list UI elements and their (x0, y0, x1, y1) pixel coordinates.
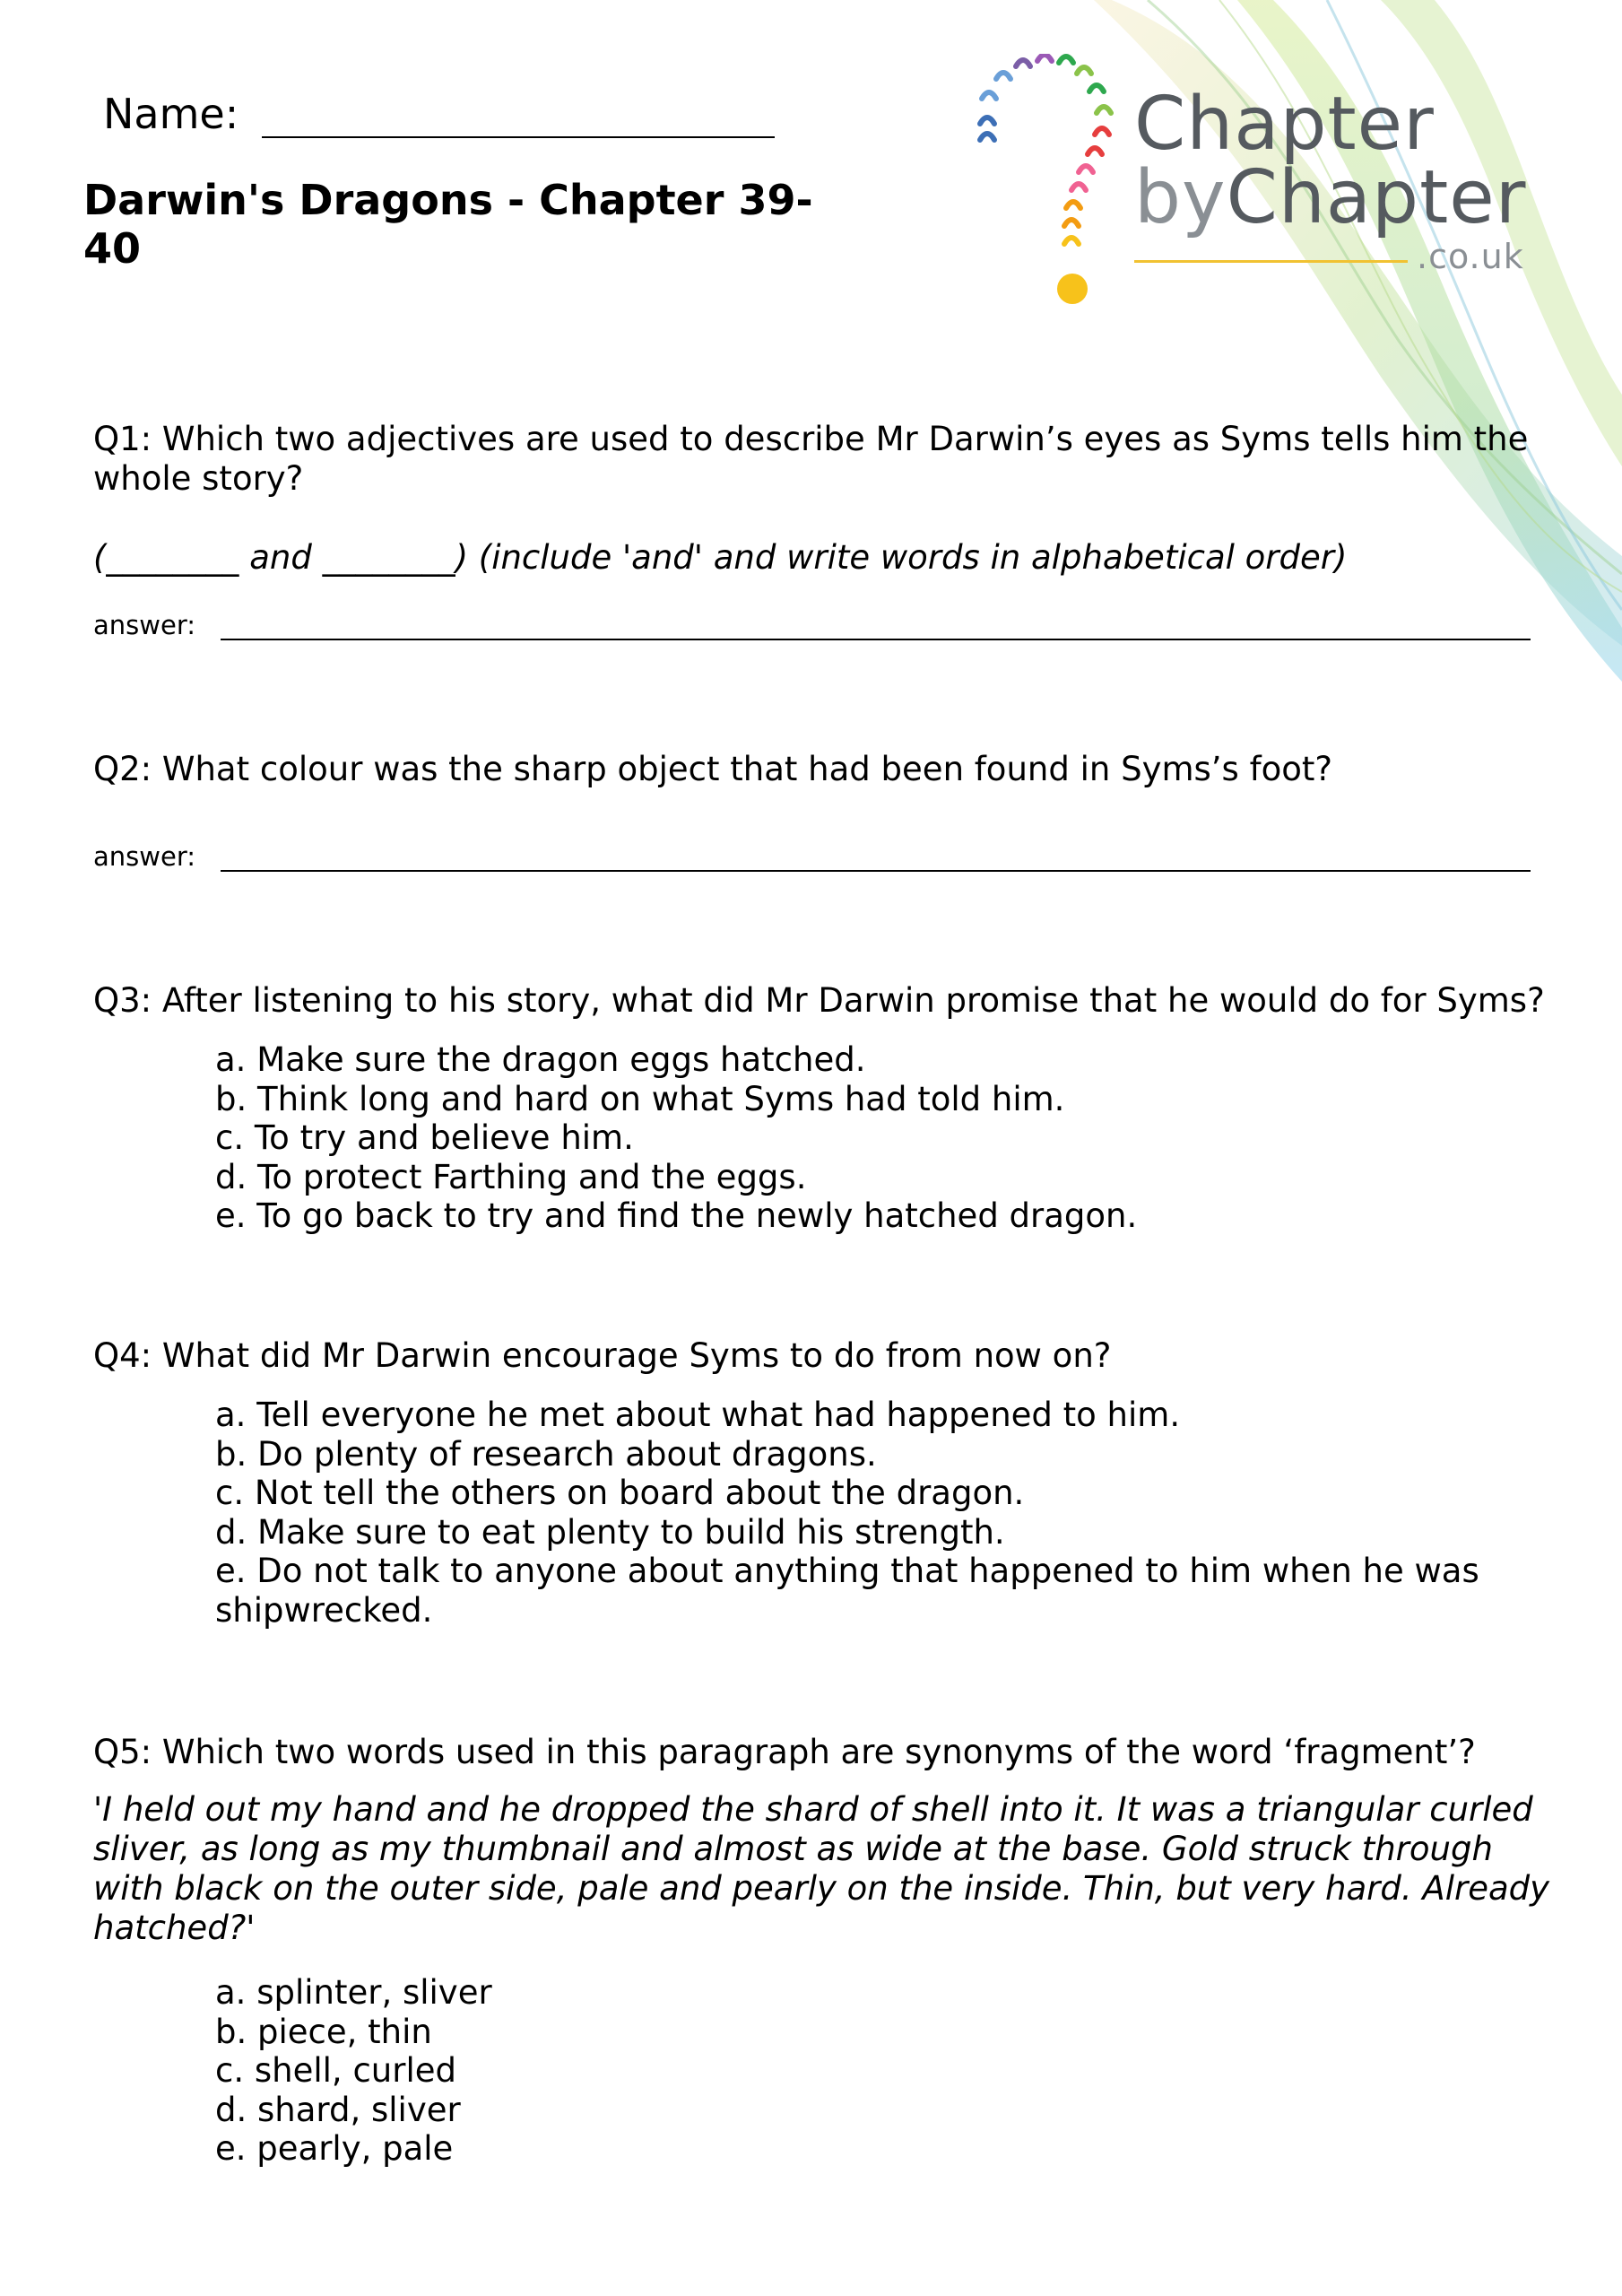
q2-answer-line[interactable] (221, 843, 1531, 872)
q5-option-d[interactable]: d. shard, sliver (215, 2090, 461, 2129)
q2-answer-row (93, 841, 1531, 872)
logo-rule (1134, 260, 1408, 263)
q4-option-b[interactable]: b. Do plenty of research about dragons. (215, 1434, 877, 1474)
q4-options (215, 1396, 1542, 1630)
q1-text: Q1: Which two adjectives are used to describe Mr Darwin’s eyes as Syms tells him the whole story? (93, 420, 1529, 498)
logo-chapter: Chapter (1226, 155, 1527, 240)
q5-options (215, 1973, 1542, 2169)
name-label: Name: (103, 90, 239, 138)
q5-option-a[interactable]: a. splinter, sliver (215, 1973, 492, 2012)
q1-answer-label: answer: (93, 610, 196, 640)
logo-domain-text: .co.uk (1417, 237, 1524, 276)
q2-text: Q2: What colour was the sharp object that had been found in Syms’s foot? (93, 750, 1333, 788)
q5-passage: 'I held out my hand and he dropped the shard of shell into it. It was a triangular curled sliver, as long as my thumbnail and almost as wide at the base. Gold struck through with black on the outer side, pale and pearly on the inside. Thin, but very hard. Already hatched?' (93, 1790, 1550, 1947)
name-underline[interactable] (262, 93, 775, 138)
q1-answer-line[interactable] (221, 612, 1531, 640)
logo-domain (1134, 237, 1526, 276)
q1-instruction: (________ and ________) (include 'and' and write words in alphabetical order) (93, 538, 1348, 577)
q4-option-d[interactable]: d. Make sure to eat plenty to build his strength. (215, 1512, 1005, 1552)
q5-option-c[interactable]: c. shell, curled (215, 2051, 456, 2090)
logo-wordmark (1134, 82, 1527, 276)
q3-options (215, 1040, 1542, 1236)
logo-by: by (1134, 155, 1227, 240)
q2-answer-label: answer: (93, 841, 196, 872)
q5-option-b[interactable]: b. piece, thin (215, 2012, 432, 2051)
q3-option-b[interactable]: b. Think long and hard on what Syms had told him. (215, 1079, 1065, 1118)
logo-line-chapter: Chapter (1134, 82, 1435, 167)
logo-line-by-chapter (1134, 155, 1527, 240)
q4-option-e[interactable]: e. Do not talk to anyone about anything that happened to him when he was shipwrecked. (215, 1552, 1479, 1630)
q3-text: Q3: After listening to his story, what did Mr Darwin promise that he would do for Syms? (93, 981, 1545, 1020)
q3-option-c[interactable]: c. To try and believe him. (215, 1118, 634, 1157)
q3-option-e[interactable]: e. To go back to try and find the newly hatched dragon. (215, 1196, 1138, 1235)
worksheet-title: Darwin's Dragons - Chapter 39-40 (83, 176, 813, 273)
q4-option-a[interactable]: a. Tell everyone he met about what had happened to him. (215, 1396, 1181, 1434)
q4-text: Q4: What did Mr Darwin encourage Syms to do from now on? (93, 1336, 1112, 1375)
q1-answer-row (93, 610, 1531, 640)
q3-option-d[interactable]: d. To protect Farthing and the eggs. (215, 1157, 807, 1196)
q3-option-a[interactable]: a. Make sure the dragon eggs hatched. (215, 1040, 866, 1079)
q5-option-e[interactable]: e. pearly, pale (215, 2129, 454, 2168)
name-field (103, 90, 775, 138)
q4-option-c[interactable]: c. Not tell the others on board about the dragon. (215, 1474, 1025, 1512)
q5-text: Q5: Which two words used in this paragraph are synonyms of the word ‘fragment’? (93, 1733, 1476, 1771)
